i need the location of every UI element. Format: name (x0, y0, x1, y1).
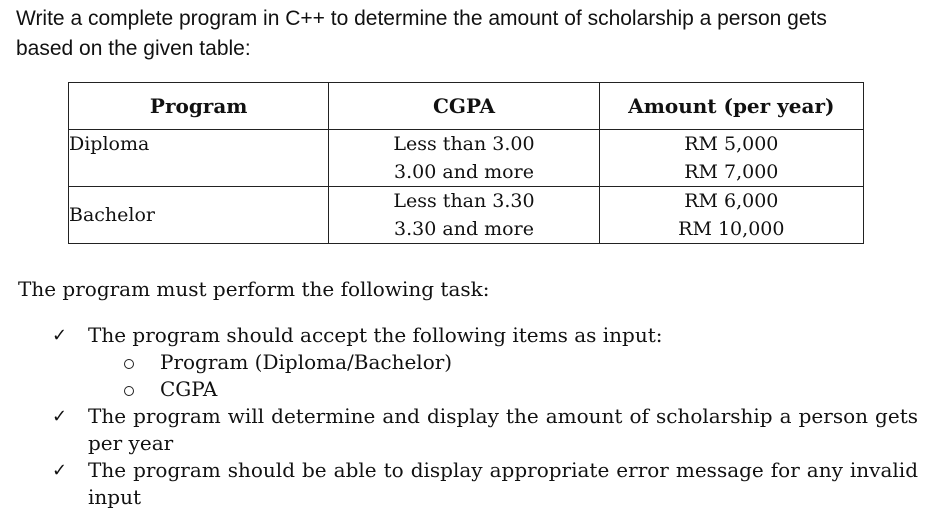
program-cell (69, 130, 329, 187)
header-cgpa: CGPA (329, 83, 599, 130)
table-row-bachelor (69, 187, 864, 244)
scholarship-table (68, 82, 864, 244)
program-cell (69, 187, 329, 244)
cgpa-cell (329, 187, 599, 244)
header-amount: Amount (per year) (599, 83, 863, 130)
cgpa-cell (329, 130, 599, 187)
cgpa-bachelor-low: Less than 3.30 (393, 190, 535, 212)
task-text: The program should be able to display appropriate error message for any invalid input (88, 458, 918, 509)
sub-item (88, 376, 918, 403)
table-row-diploma (69, 130, 864, 187)
checkmark-icon: ✓ (52, 406, 68, 427)
amount-diploma-low: RM 5,000 (684, 133, 779, 155)
checkmark-icon: ✓ (52, 325, 68, 346)
task-text: The program should accept the following items as input: (88, 323, 663, 347)
cgpa-bachelor-high: 3.30 and more (394, 218, 534, 240)
hollow-circle-icon (124, 386, 134, 396)
amount-cell (599, 187, 863, 244)
intro-line-1: Write a complete program in C++ to determine the amount of scholarship a person gets (16, 7, 827, 30)
intro-line-2: based on the given table: (16, 37, 251, 60)
task-list (0, 322, 946, 511)
checkmark-icon: ✓ (52, 460, 68, 481)
cgpa-diploma-low: Less than 3.00 (393, 133, 535, 155)
header-program: Program (69, 83, 329, 130)
program-diploma: Diploma (69, 133, 150, 155)
sub-item (88, 349, 918, 376)
task-title: The program must perform the following task: (18, 277, 490, 301)
task-item (0, 457, 946, 511)
task-item (0, 322, 946, 403)
table-header-row (69, 83, 864, 130)
question-intro (16, 4, 916, 64)
amount-cell (599, 130, 863, 187)
task-text: The program will determine and display the amount of scholarship a person gets per year (88, 404, 918, 455)
hollow-circle-icon (124, 359, 134, 369)
amount-bachelor-low: RM 6,000 (684, 190, 779, 212)
amount-diploma-high: RM 7,000 (684, 161, 779, 183)
program-bachelor: Bachelor (69, 204, 156, 226)
cgpa-diploma-high: 3.00 and more (394, 161, 534, 183)
input-sublist (88, 349, 918, 403)
sub-item-text: CGPA (160, 377, 218, 401)
task-item (0, 403, 946, 457)
amount-bachelor-high: RM 10,000 (678, 218, 785, 240)
sub-item-text: Program (Diploma/Bachelor) (160, 350, 453, 374)
